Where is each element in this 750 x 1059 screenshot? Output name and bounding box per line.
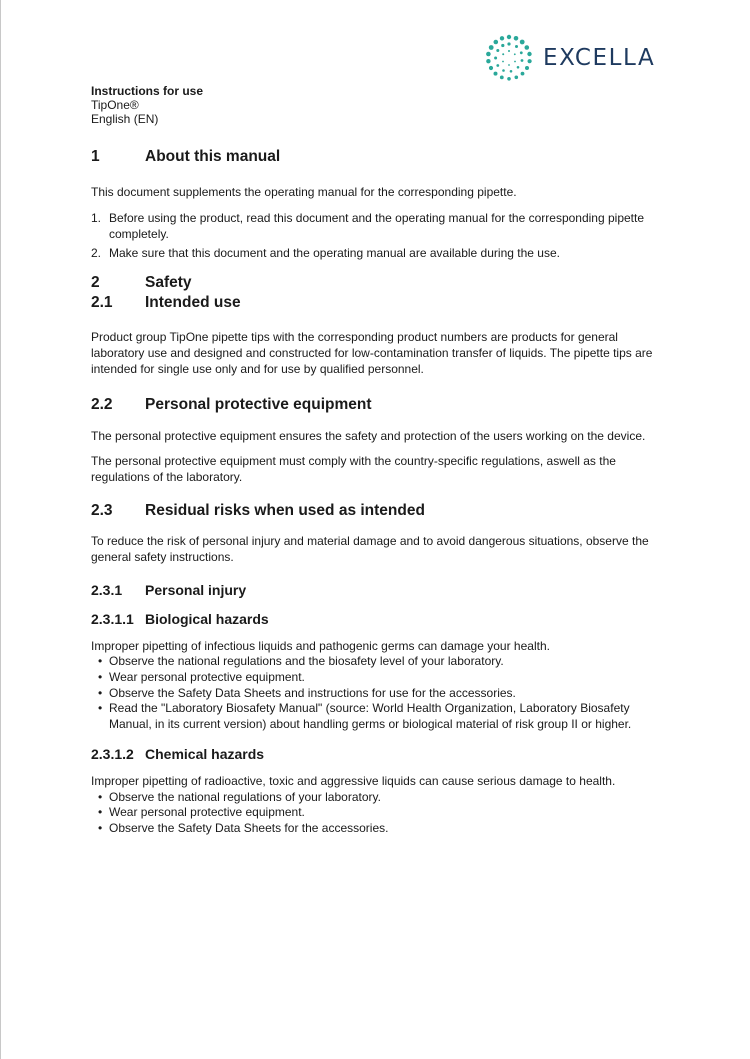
list-item: 2. Make sure that this document and the operating manual are available during the use. bbox=[91, 246, 560, 261]
list-item: • Observe the Safety Data Sheets for the accessories. bbox=[98, 821, 389, 836]
dot-ring-logo-icon bbox=[485, 34, 533, 82]
list-item: • Observe the Safety Data Sheets and instructions for use for the accessories. bbox=[98, 685, 516, 700]
section-2-2-p1: The personal protective equipment ensures the safety and protection of the users working on the device. bbox=[91, 428, 646, 443]
document-body bbox=[91, 84, 666, 837]
list-item: 1. Before using the product, read this document and the operating manual for the corresponding pipette completely. bbox=[91, 210, 645, 241]
section-2-3-heading: 2.3 Residual risks when used as intended bbox=[91, 501, 425, 519]
list-item: • Wear personal protective equipment. bbox=[98, 670, 305, 685]
section-2-3-1-1-heading: 2.3.1.1 Biological hazards bbox=[91, 610, 269, 627]
doc-type-label: Instructions for use bbox=[91, 84, 204, 98]
list-item: • Observe the national regulations of your laboratory. bbox=[98, 789, 381, 804]
list-item: • Observe the national regulations and the biosafety level of your laboratory. bbox=[98, 654, 504, 669]
language-label: English (EN) bbox=[91, 112, 159, 126]
biological-hazards-intro: Improper pipetting of infectious liquids and pathogenic germs can damage your health. bbox=[91, 638, 550, 653]
section-1-intro: This document supplements the operating manual for the corresponding pipette. bbox=[91, 185, 517, 199]
section-1-heading bbox=[91, 147, 666, 166]
chemical-hazards-intro: Improper pipetting of radioactive, toxic and aggressive liquids can cause serious damage to health. bbox=[91, 773, 616, 788]
section-2-3-1-heading: 2.3.1 Personal injury bbox=[91, 581, 247, 598]
section-2-2-p2: The personal protective equipment must comply with the country-specific regulations, aswell as the regulations of the laboratory. bbox=[91, 454, 616, 485]
logo-wordmark: EXCELLA bbox=[543, 45, 656, 71]
section-2-3-text: To reduce the risk of personal injury and material damage and to avoid dangerous situations, observe the general safety instructions. bbox=[91, 533, 649, 564]
biological-hazards-list bbox=[91, 654, 666, 733]
document-header bbox=[91, 84, 666, 126]
chemical-hazards-list bbox=[91, 790, 666, 837]
product-name: TipOne® bbox=[91, 98, 139, 112]
section-number: 1 bbox=[91, 148, 100, 165]
list-item: • Wear personal protective equipment. bbox=[98, 805, 305, 820]
section-1-steps bbox=[91, 211, 666, 262]
section-title: About this manual bbox=[145, 148, 281, 165]
section-2-2-heading: 2.2 Personal protective equipment bbox=[91, 395, 372, 413]
section-2-3-1-2-heading: 2.3.1.2 Chemical hazards bbox=[91, 745, 265, 762]
excella-logo bbox=[485, 34, 655, 82]
section-2-1-text: Product group TipOne pipette tips with the corresponding product numbers are products for general laboratory use and designed and constructed for low-contamination transfer of liquids. The pipette tips are intended for single use only and for use by qualified personnel. bbox=[91, 330, 653, 376]
section-2-1-heading: 2.1 Intended use bbox=[91, 294, 241, 312]
list-item: • Read the "Laboratory Biosafety Manual" (source: World Health Organization, Laboratory Biosafety Manual, in its current version) about handling germs or biological material of risk group II or higher. bbox=[98, 701, 632, 732]
section-2-heading: 2 Safety bbox=[91, 274, 192, 292]
